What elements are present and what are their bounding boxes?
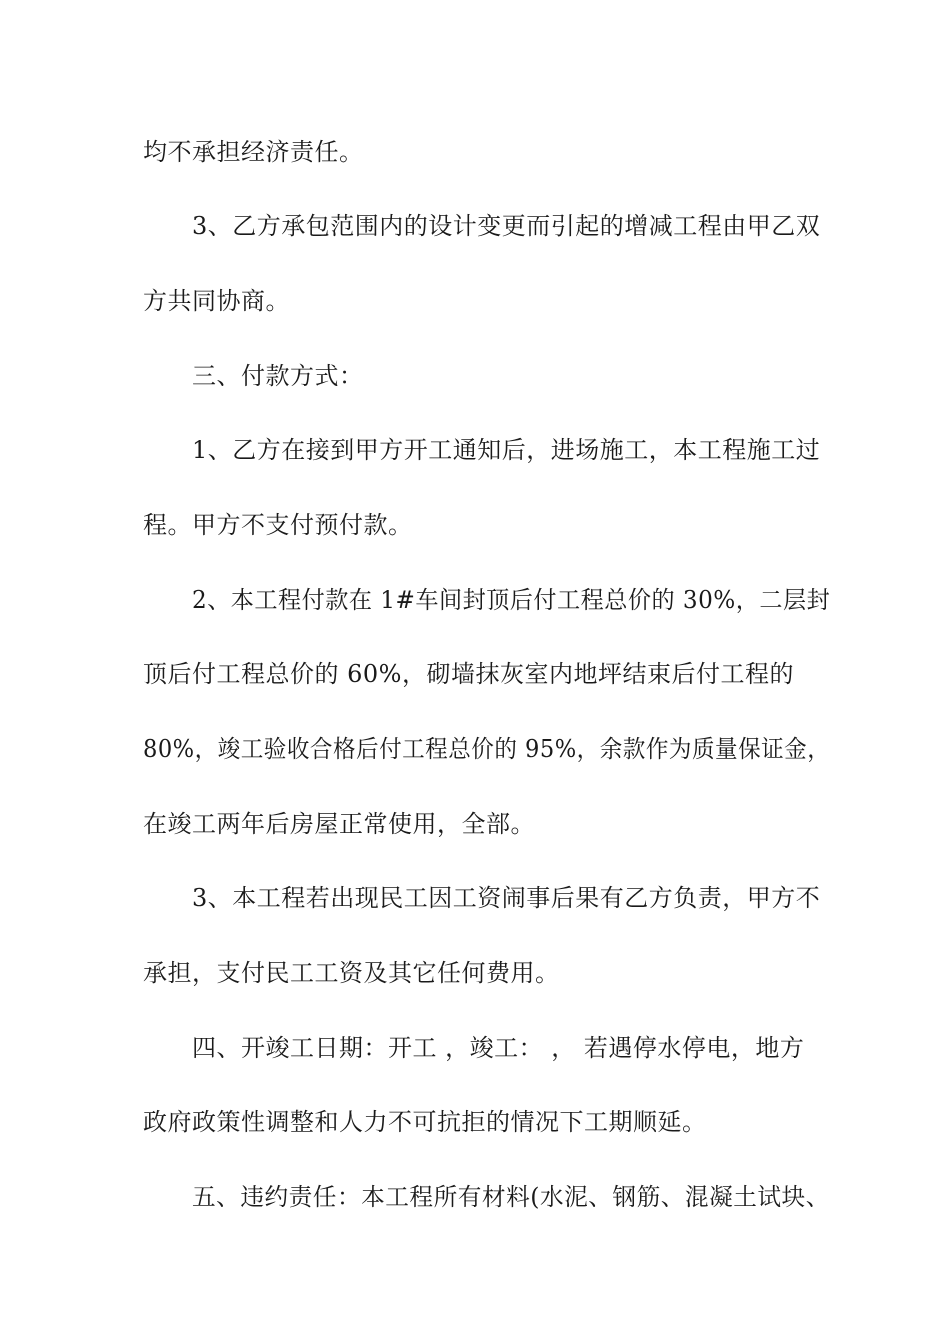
- paragraph-line: 方共同协商。: [143, 287, 290, 315]
- paragraph-line: 3、乙方承包范围内的设计变更而引起的增减工程由甲乙双: [192, 212, 821, 240]
- paragraph-line: 80%，竣工验收合格后付工程总价的 95%，余款作为质量保证金，: [143, 735, 831, 763]
- section-heading: 五、违约责任：本工程所有材料(水泥、钢筋、混凝土试块、: [192, 1183, 830, 1211]
- paragraph-line: 在竣工两年后房屋正常使用，全部。: [143, 810, 535, 838]
- paragraph-line: 1、乙方在接到甲方开工通知后，进场施工，本工程施工过: [192, 436, 821, 464]
- paragraph-line: 承担，支付民工工资及其它任何费用。: [143, 959, 560, 987]
- paragraph-line: 均不承担经济责任。: [143, 138, 364, 166]
- section-heading: 三、付款方式：: [192, 362, 364, 390]
- paragraph-line: 政府政策性调整和人力不可抗拒的情况下工期顺延。: [143, 1108, 707, 1136]
- paragraph-line: 3、本工程若出现民工因工资闹事后果有乙方负责，甲方不: [192, 884, 821, 912]
- paragraph-line: 2、本工程付款在 1#车间封顶后付工程总价的 30%，二层封: [192, 586, 831, 614]
- paragraph-line: 程。甲方不支付预付款。: [143, 511, 413, 539]
- section-heading: 四、开竣工日期：开工 ，竣工： ， 若遇停水停电，地方: [192, 1034, 805, 1062]
- paragraph-line: 顶后付工程总价的 60%，砌墙抹灰室内地坪结束后付工程的: [143, 660, 794, 688]
